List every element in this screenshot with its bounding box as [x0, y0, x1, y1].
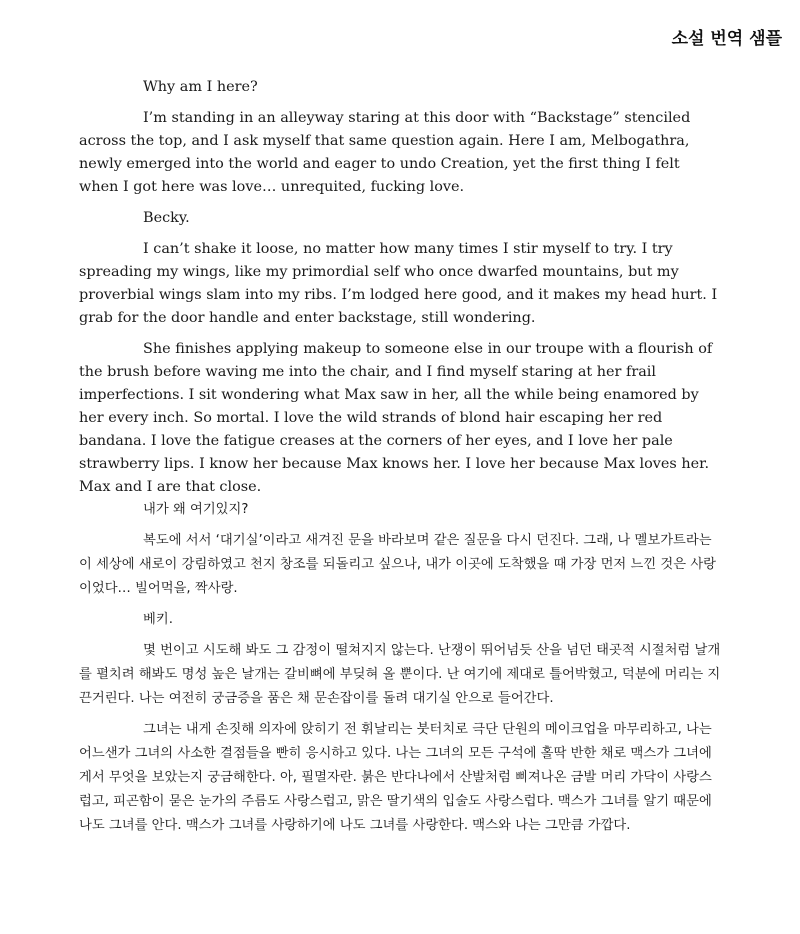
paragraph: 그녀는 내게 손짓해 의자에 앉히기 전 휘날리는 붓터치로 극단 단원의 메이크업을 마무리하고, 나는 어느샌가 그녀의 사소한 결점들을 빤히 응시하고 있다. 나는 그녀의 모든 구석에 홀딱 반한 채로 맥스가 그녀에게서 무엇을 보았는지 궁금해한다. 아, 필멸자란. 붉은 반다나에서 산발처럼 삐져나온 금발 머리 가닥이 사랑스럽고, 피곤함이 묻은 눈가의 주름도 사랑스럽고, 맑은 딸기색의 입술도 사랑스럽다. 맥스가 그녀를 알기 때문에 나도 그녀를 안다. 맥스가 그녀를 사랑하기에 나도 그녀를 사랑한다. 맥스와 나는 그만큼 가깝다. — [79, 722, 712, 833]
paragraph: I’m standing in an alleyway staring at this door with “Backstage” stenciled across the top, and I ask myself that same question again. Here I am, Melbogathra, newly emerged into the world and eager to undo Creation, yet the first thing I felt when I got here was love… unrequited, fucking love. — [79, 110, 691, 195]
paragraph: Becky. — [143, 210, 190, 226]
document-title: 소설 번역 샘플 — [671, 29, 782, 49]
paragraph: Why am I here? — [143, 79, 258, 95]
paragraph: 내가 왜 여기있지? — [143, 502, 249, 517]
paragraph: She finishes applying makeup to someone else in our troupe with a flourish of the brush before waving me into the chair, and I find myself staring at her frail imperfections. I sit wondering what Max saw in her, all the while being enamored by her every inch. So mortal. I love the wild strands of blond hair escaping her red bandana. I love the fatigue creases at the corners of her eyes, and I love her pale strawberry lips. I know her because Max knows her. I love her because Max loves her. Max and I are that close. — [79, 341, 713, 495]
korean-text-section — [79, 498, 721, 845]
paragraph: I can’t shake it loose, no matter how many times I stir myself to try. I try spreading my wings, like my primordial self who once dwarfed mountains, but my proverbial wings slam into my ribs. I’m lodged here good, and it makes my head hurt. I grab for the door handle and enter backstage, still wondering. — [79, 241, 718, 326]
paragraph: 베키. — [143, 612, 173, 627]
paragraph: 몇 번이고 시도해 봐도 그 감정이 떨쳐지지 않는다. 난쟁이 뛰어넘듯 산을 넘던 태곳적 시절처럼 날개를 펼치려 해봐도 명성 높은 날개는 갈비뼈에 부딪혀 올 뿐이다. 난 여기에 제대로 틀어박혔고, 덕분에 머리는 지끈거린다. 나는 여전히 궁금증을 품은 채 문손잡이를 돌려 대기실 안으로 들어간다. — [79, 643, 721, 706]
paragraph: 복도에 서서 ‘대기실’이라고 새겨진 문을 바라보며 같은 질문을 다시 던진다. 그래, 나 멜보가트라는 이 세상에 새로이 강림하였고 천지 창조를 되돌리고 싶으나, 내가 이곳에 도착했을 때 가장 먼저 느낀 것은 사랑이었다… 빌어먹을, 짝사랑. — [79, 533, 717, 596]
english-text-section — [79, 76, 721, 507]
